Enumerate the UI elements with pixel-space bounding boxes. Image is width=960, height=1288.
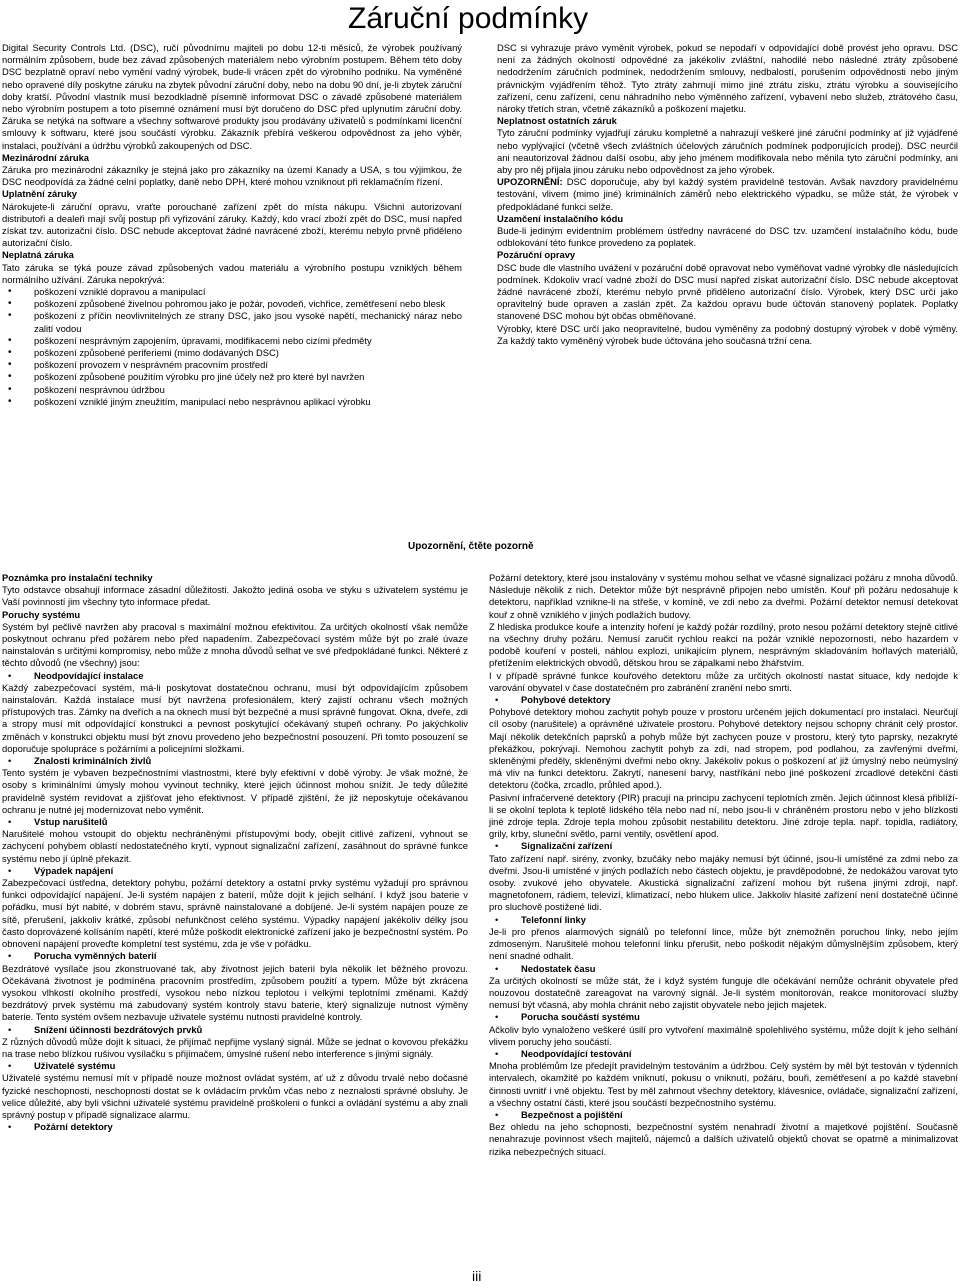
replacement-liability-text: DSC si vyhrazuje právo vyměnit výrobek, pokud se nepodaří v odpovídající době provést jeho opravu. DSC není za žádných okolností odpovědné za jakékoliv zvláštní, nahodilé nebo následné ztráty způsobené nedodržením záručních podmínek, nedodržením smlouvy, nedbalostí, porušením odpovědnosti nebo jiným právnickým vyjádřením těhož. Tyto ztráty zahrnují mimo jiné ztrátu zisku, ztrátu výrobku a souvisejícího zařízení, cenu zařízení, cenu náhradního nebo výměnného zařízení, vybavení nebo služeb, ztrátového času, nároky třetích stran, včetně zákazníků a poškození majetku. (497, 42, 958, 115)
inadequate-testing-heading: • Neodpovídající testování (489, 1048, 958, 1060)
post-warranty-repairs-text: DSC bude dle vlastního uvážení v pozáruční době opravovat nebo vyměňovat vadné výrobky dle následujících podmínek. Kdokoliv vrací vadné zboží do DSC musí napřed získat autorizační číslo. DSC nebude akceptovat žádné navrácené zboží, kterému nebylo prvně přiděleno autorizační číslo. Výrobek, který DSC určí jako opravitelný bude opraven a zaslán zpět. Za každou opravu bude účtován stanovený poplatek. Poplatky stanovené DSC mohou být občas obměňované. (497, 261, 958, 322)
wireless-degradation-text: Z různých důvodů může dojít k situaci, že přijímač nepřijme vyslaný signál. Může se jednat o kovovou překážku na trase nebo blízkou rušivou vysílačku s přijímačem, úmyslné rušení nebo interference s jinými signály. (2, 1035, 468, 1059)
installer-notes-column-right (489, 572, 958, 1158)
component-failure-text: Ačkoliv bylo vynaloženo veškeré úsilí pro vytvoření maximálně spolehlivého systému, může dojít k jeho selhání vlivem poruchy jeho součástí. (489, 1023, 958, 1047)
international-warranty-text: Záruka pro mezinárodní zákazníky je stejná jako pro zákazníky na území Kanady a USA, s tou výjimkou, že DSC neodpovídá za žádné celní poplatky, daně nebo DPH, které mohou vzniknout při reklamačním řízení. (2, 164, 462, 188)
system-failures-text: Systém byl pečlivě navržen aby pracoval s maximální možnou efektivitou. Za určitých okolností však nemůže poskytnout ochranu před požárem nebo před napadením. Zabezpečovací systém může být po zralé úvaze nainstalován s určitými kompromisy, nebo může z mnoha důvodů selhat ve své předpokládané funkci. Některé z těchto důvodů (ne všechny) jsou: (2, 620, 468, 669)
warning-text: DSC doporučuje, aby byl každý systém pravidelně testován. Avšak navzdory pravidelnému testování, vlivem (mimo jiné) kriminálních záměrů nebo elektrického výpadku, se může stát, že výrobek v předpokládané funkci selže. (497, 176, 958, 212)
list-item: • poškození způsobené použitím výrobku pro jiné účely než pro které byl navržen (2, 371, 462, 383)
smoke-detectors-text: Požární detektory, které jsou instalovány v systému mohou selhat ve včasné signalizaci požáru z mnoha důvodů. Následuje několik z nich. Detektor může být nesprávně připojen nebo umístěn. Kouř při požáru nedosahuje k detektoru, například vznikne-li na střeše, v komíně, ve zdi nebo za dveřmi. Požární detektor nemusí detekovat kouř z ohně vzniklého v jiných podlažích budovy. (489, 572, 958, 620)
installer-notes-column-left (2, 572, 468, 1133)
list-item: • poškození nesprávným zapojením, úpravami, modifikacemi nebo cizími předměty (2, 335, 462, 347)
wireless-degradation-heading: • Snížení účinnosti bezdrátových prvků (2, 1024, 468, 1036)
list-item: • poškození z příčin neovlivnitelných ze strany DSC, jako jsou vysoké napětí, mechanický náraz nebo zalití vodou (2, 310, 462, 334)
criminal-knowledge-text: Tento systém je vybaven bezpečnostními vlastnostmi, které byly efektivní v době výroby. Je však možné, že osoby s kriminálními úmysly mohou vyvinout techniky, které jejich účinnost mohou snížit. Je tedy důležité pravidelně systém revidovat a zjišťovat jeho efektivnost. V případě zjištění, že již neposkytuje očekávanou ochranu je nutné jej modernizovat nebo vyměnit. (2, 767, 468, 815)
warning-devices-heading: • Signalizační zařízení (489, 840, 958, 852)
other-warranties-heading: Neplatnost ostatních záruk (497, 115, 617, 127)
security-insurance-text: Bez ohledu na jeho schopnosti, bezpečnostní systém nenahradí životní a majetkové pojištění. Současně nenahrazuje povinnost všech majitelů, nájemců a dalších uživatelů objektů chovat se opatrně a minimalizovat rizika nebezpečných situací. (489, 1121, 958, 1157)
list-item: • poškození vzniklé jiným zneužitím, manipulací nebo nesprávnou aplikací výrobku (2, 396, 462, 408)
smoke-warning-text: I v případě správné funkce kouřového detektoru může za určitých okolností nastat situace, kdy nedojde k varování obyvatel v čase dostatečném pro zabránění zranění nebo smrti. (489, 669, 958, 693)
system-failures-heading: Poruchy systému (2, 608, 81, 620)
inadequate-installation-text: Každý zabezpečovací systém, má-li poskytovat dostatečnou ochranu, musí být odpovídajícím způsobem nainstalován. Každá instalace musí být navržena profesionálem, který zajistí ochranu všech možných přístupových tras. Zámky na dveřích a na oknech musí být bezpečné a musí správně fungovat. Okna, dveře, zdi a stropy musí mít odpovídající konstrukci a pevnost poskytující očekávaný stupeň ochrany. Po jakýchkoliv změnách v konstrukci objektu musí být znovu provedeno jeho bezpečnostní posouzení. Při tomto posouzení se doporučuje spolupráce s požárními a policejními složkami. (2, 681, 468, 754)
telephone-lines-heading: • Telefonní linky (489, 914, 958, 926)
warning-paragraph (497, 176, 958, 213)
insufficient-time-heading: • Nedostatek času (489, 963, 958, 975)
inadequate-testing-text: Mnoha problémům lze předejít pravidelným testováním a údržbou. Celý systém by měl být testován v týdenních intervalech, okamžitě po každém vniknutí, pokusu o vniknutí, požáru, bouři, zemětřesení a po každé stavební činnosti uvnitř i vně objektu. Test by měl zahrnout všechny detektory, klávesnice, ovládače, signalizační zařízení, a všechny ostatní části, které jsou součástí bezpečnostního systému. (489, 1060, 958, 1108)
battery-failure-text: Bezdrátové vysílače jsou zkonstruované tak, aby životnost jejich baterií byla několik let běžného provozu. Očekávaná životnost je podmíněna pracovním prostředím, způsobem použití a typem. Může být zkrácena vysokou vlhkostí okolního prostředí, vysokou nebo nízkou teplotou i velkými teplotními změnami. Každý bezdrátový prvek systému má zabudovaný systém kontroly stavu baterie, který signalizuje nutnost výměny baterie. Tento systém ovšem nezbavuje uživatele systému nutnosti pravidelné kontroly. (2, 962, 468, 1023)
power-failure-heading: • Výpadek napájení (2, 865, 468, 877)
system-users-text: Uživatelé systému nemusí mít v případě nouze možnost ovládat systém, ať už z důvodu trvalé nebo dočasné fyzické neschopnosti, neschopnosti dostat se k ovládacím prvkům včas nebo z neznalosti správné obsluhy. Je velice důležité, aby byli všichni uživatelé systému pravidelně proškoleni o funkci a ovládání systému a aby znali správný postup v případě signalizace alarmu. (2, 1072, 468, 1120)
warranty-column-left (2, 42, 462, 408)
installer-lockout-heading: Uzamčení instalačního kódu (497, 212, 624, 224)
list-item: • poškození způsobené periferiemi (mimo dodávaných DSC) (2, 347, 462, 359)
system-users-heading: • Uživatelé systému (2, 1060, 468, 1072)
warranty-claim-text: Nárokujete-li záruční opravu, vraťte porouchané zařízení zpět do místa nákupu. Všichni autorizovaní distributoři a dealeři mají svůj postup při vyřizování záruky. Každý, kdo vrací zboží zpět do DSC, musí napřed získat tzv. autorizační číslo. DSC nebude akceptovat žádné navrácené zboží, kterému nebylo prvně přiděleno autorizační číslo. (2, 200, 462, 249)
list-item: • poškození nesprávnou údržbou (2, 384, 462, 396)
installer-lockout-text: Bude-li jediným evidentním problémem ústředny navrácené do DSC tzv. uzamčení instalačního kódu, bude odblokování této funkce provedeno za poplatek. (497, 225, 958, 249)
other-warranties-text: Tyto záruční podmínky vyjadřují záruku kompletně a nahrazují veškeré jiné záruční podmínky ať již vyjádřené nebo vyplývající (včetně všech zvláštních účelových záručních podmínek podporujících prodej). DSC neurčil ani neautorizoval žádnou další osobu, aby jeho jménem modifikovala nebo měnila tyto záruční podmínky, ani aby pro něj přijala jinou záruku nebo odpovědnost za jeho výrobek. (497, 127, 958, 176)
section-divider-heading: Upozornění, čtěte pozorně (408, 541, 534, 552)
list-item: • poškození provozem v nesprávném pracovním prostředí (2, 359, 462, 371)
battery-failure-heading: • Porucha vyměnných baterií (2, 950, 468, 962)
warranty-intro: Digital Security Controls Ltd. (DSC), ručí původnímu majiteli po dobu 12-ti měsíců, že výrobek používaný normálním způsobem, bude bez závad způsobených materiálem nebo výrobním postupem. Během této doby DSC bezplatně opraví nebo vymění vadný výrobek, bude-li vrácen zpět do výrobního podniku. Na vyměněné nebo opravené díly poskytne záruku na zbytek původní záruční doby, nebo na dobu 90 dní, je-li zbytek záruční doby kratší. Původní vlastník musí bezodkladně písemně informovat DSC o závadě způsobené materiálem nebo výrobním postupem a toto písemné oznámení musí být doručeno do DSC před uplynutím záruční doby. Záruka se netýká na software a všechny softwarové produkty jsou prodávány uživatelů s podmínkami licenční smlouvy k softwaru, které jsou součástí výrobku. Zákazník přebírá veškerou odpovědnost za jeho výběr, instalaci, používání a údržbu výrobků zakoupených od DSC. (2, 42, 462, 151)
warranty-column-right (497, 42, 958, 347)
list-item: • poškození vzniklé dopravou a manipulací (2, 286, 462, 298)
component-failure-heading: • Porucha součástí systému (489, 1011, 958, 1023)
warning-devices-text: Tato zařízení např. sirény, zvonky, bzučáky nebo majáky nemusí být účinné, jsou-li umístěné za zdmi nebo za dveřmi. Jsou-li umístěné v jiných podlažích nebo částech objektu, je pravděpodobné, že nedokážou varovat tyto osoby. zvukové jeho obyvatele. Akustická signalizační zařízení mohou být rušena jinými zdroji, např. magnetofonem, rádiem, televizí, klimatizací, nebo hlukem ulice. Jakkoliv hlasité zařízení není dostatečně účinné pro sluchově postižené lidi. (489, 852, 958, 913)
warning-label: UPOZORNĚNÍ: (497, 176, 563, 188)
power-failure-text: Zabezpečovací ústředna, detektory pohybu, požární detektory a ostatní prvky systému vyžadují pro správnou funkci odpovídající napájení. Je-li systém napájen z baterií, může dojít k jejich selhání. I když jsou baterie v pořádku, musí být nabité, v dobrém stavu, správně nainstalované a dobíjené. Je-li systém napájen pouze ze sítě, přerušení, jakkoliv krátké, způsobí nefunkčnost celého systému. Výpadky napájení jakékoliv délky jsou často doprovázené kolísáním napětí, které může poškodit elektronické zařízení jako je bezpečnostní systém. Po obnovení napájení proveďte kompletní test systému, zda je vše v pořádku. (2, 877, 468, 950)
page-title: Záruční podmínky (348, 2, 589, 35)
intruder-access-heading: • Vstup narušitelů (2, 816, 468, 828)
international-warranty-heading: Mezinárodní záruka (2, 151, 89, 163)
page-number: iii (472, 1268, 482, 1284)
fire-variability-text: Z hlediska produkce kouře a intenzity hoření je každý požár rozdílný, proto nesou požární detektory stejně citlivé na všechny druhy požáru. Nemusí zaručit rychlou reakci na požár vzniklé nepozorností, nebo hazardem v podobě kouření v posteli, náhlou explozi, unikajícím plynem, nesprávným skladováním hořlavých materiálů, přetížením elektrických obvodů, dětskou hrou se zápalkami nebo žhářstvím. (489, 620, 958, 669)
list-item: • poškození způsobené živelnou pohromou jako je požár, povodeň, vichřice, zemětřesení nebo blesk (2, 298, 462, 310)
pir-detectors-text: Pasivní infračervené detektory (PIR) pracují na principu zachycení teplotních změn. Jejich účinnost klesá přiblíží-li se okolní teplota k teplotě lidského těla nebo nad ní, nebo jsou-li v chráněném prostoru nebo v jeho blízkosti jiné zdroje tepla. Zdroje tepla mohou způsobit nestabilitu detektoru. Jiné zdroje tepla. např. topidla, radiátory, grily, krby, sluneční světlo, parní ventily, osvětlení apod. (489, 791, 958, 840)
telephone-lines-text: Je-li pro přenos alarmových signálů po telefonní lince, může být znemožněn poruchou linky, nebo jejím zdmoseným. Narušitelé mohou telefonní linku přerušit, nebo poškodit nějakým důmyslnějším způsobem, který není snadné odhalit. (489, 925, 958, 962)
motion-detectors-heading: • Pohybové detektory (489, 694, 958, 706)
security-insurance-heading: • Bezpečnost a pojištění (489, 1109, 958, 1121)
insufficient-time-text: Za určitých okolností se může stát, že i když systém funguje dle očekávání nemůže ochránit obyvatele před nouzovou dostatečně zareagovat na varovný signál. Je-li systém monitorován, reakce monitorovací služby nemusí být včasná, aby mohla chránit nebo zajistit obyvatele nebo jejich majetek. (489, 974, 958, 1011)
post-warranty-repairs-heading: Pozáruční opravy (497, 249, 576, 261)
motion-detectors-text: Pohybové detektory mohou zachytit pohyb pouze v prostoru určeném jejich dokumentací pro instalaci. Neurčují cíl osoby (narušitele) a oprávněné uživatele prostoru. Pohybové detektory nejsou schopny chránit celý prostor. Mají několik detekčních paprsků a pohyb může být zachycen pouze v prostoru, který tyto paprsky, nezakryté překážkou, pokrývají. Nemohou zachytit pohyb za zdí, nad stropem, pod podlahou, za zavřenými dveřmi, skleněnými předěly, skleněnými dveřmi nebo okny. Jakékoliv pokus o poškození ať již úmyslný nebo neúmyslný má vliv na funkci detektoru. Zakrytí, nanesení barvy, nastříkání nebo jiné poškození zrcadlové detekční části detektoru (čočka, zrcadlo, průhled apod.). (489, 706, 958, 791)
intruder-access-text: Narušitelé mohou vstoupit do objektu nechráněnými přístupovými body, obejít citlivé zařízení, vyhnout se zachycení pohybem oblastí nedostatečného krytí, vypnout signalizační zařízení, zasáhnout do správné funkce systému nebo jí úplně překazit. (2, 828, 468, 864)
criminal-knowledge-heading: • Znalosti kriminálních živlů (2, 755, 468, 767)
inadequate-installation-heading: • Neodpovídající instalace (2, 670, 468, 682)
invalid-warranty-text: Tato záruka se týká pouze závad způsobených vadou materiálu a výrobního postupu vzniklých během normálního užívání. Záruka nepokrývá: (2, 261, 462, 285)
installer-note-text: Tyto odstavce obsahují informace zásadní důležitosti. Jakožto jediná osoba ve styku s uživatelem systému je Vaší povinností jim všechny tyto informace předat. (2, 584, 468, 608)
invalid-warranty-heading: Neplatná záruka (2, 249, 74, 261)
warranty-claim-heading: Uplatnění záruky (2, 188, 78, 200)
exclusions-list (2, 286, 462, 408)
unrepairable-products-text: Výrobky, které DSC určí jako neopravitelné, budou vyměněny za podobný dostupný výrobek v době výměny. Za každý takto vyměněný výrobek bude účtována jeho současná tržní cena. (497, 322, 958, 346)
smoke-detectors-heading: • Požární detektory (2, 1121, 468, 1133)
installer-note-heading: Poznámka pro instalační techniky (2, 572, 153, 583)
